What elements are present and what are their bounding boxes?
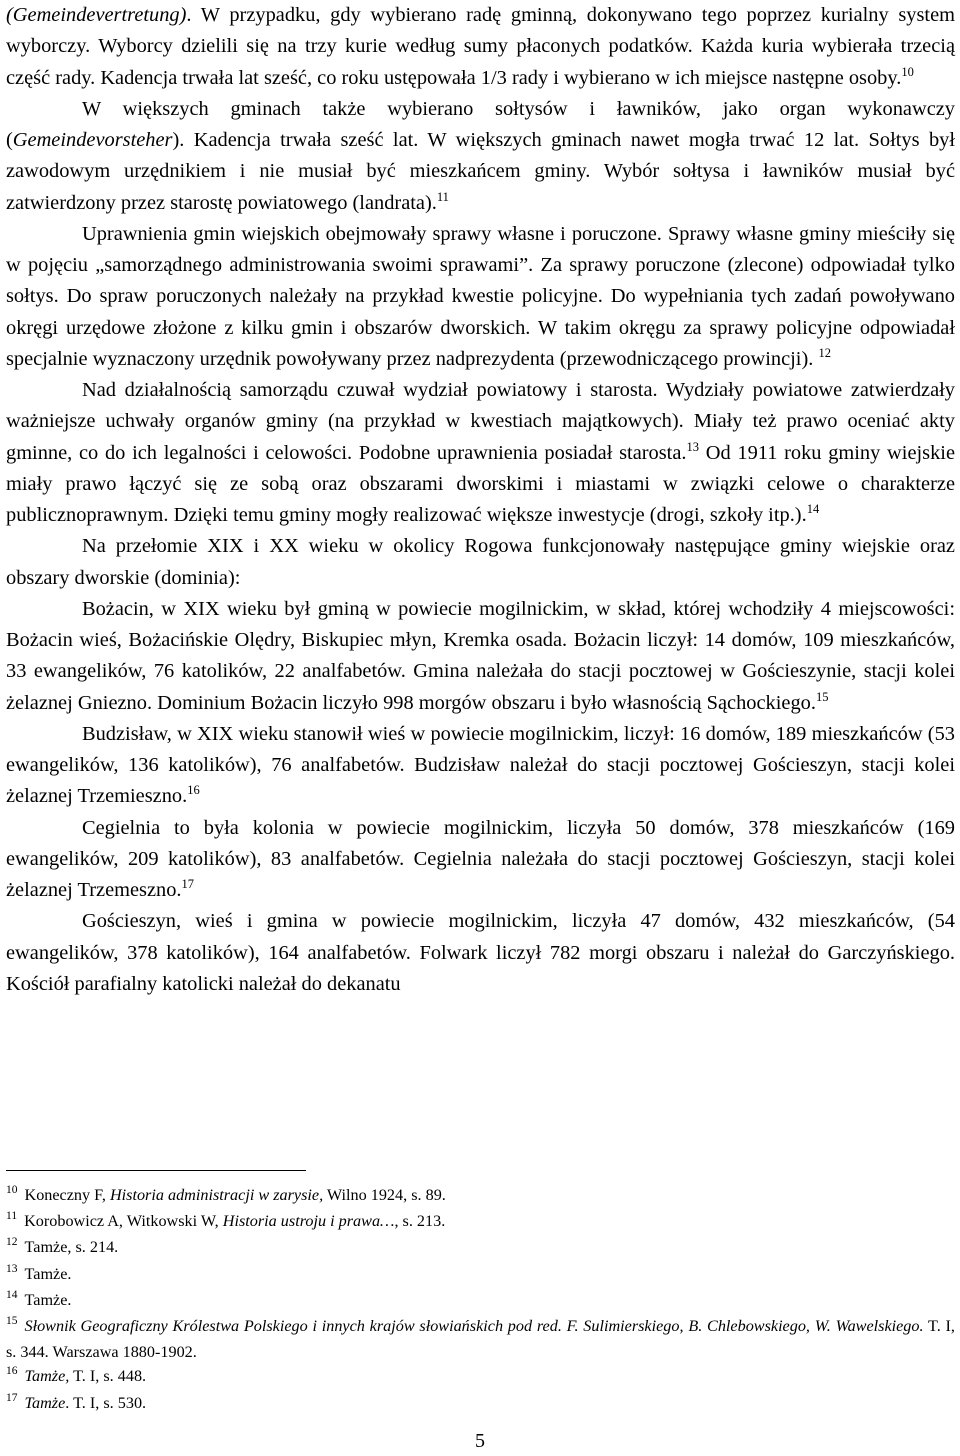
footnote [6,1235,955,1261]
italic-text: Historia ustroju i prawa… [222,1212,395,1231]
footnote-ref: 15 [815,689,829,704]
footnote [6,1314,955,1364]
text-run: W większych gminach także wybierano sołtysów i ławników, jako organ wykonawczy ( [6,97,955,151]
footnote-number: 13 [6,1262,18,1275]
paragraph [6,219,955,375]
footnote-number: 15 [6,1315,18,1328]
paragraph [6,813,955,907]
footnotes [6,1183,955,1417]
footnote [6,1391,955,1417]
footnote-number: 10 [6,1184,18,1196]
text-run: Gościeszyn, wieś i gmina w powiecie mogilnickim, liczyła 47 domów, 432 mieszkańców, (54 ewangelików, 378 katolików), 164 analfabetów. Folwark liczył 782 morgi obszaru i należał do Garczyńskiego. Kościół parafialny katolicki należał do dekanatu [6,910,955,995]
text-run: , s. 213. [394,1212,446,1231]
footnote [6,1262,955,1288]
text-run: Budzisław, w XIX wieku stanowił wieś w powiecie mogilnickim, liczył: 16 domów, 189 mieszkańców (53 ewangelików, 136 katolików), 76 analfabetów. Budzisław należał do stacji pocztowej Gościeszyn, stacji kolei żelaznej Trzemieszno. [6,722,955,808]
footnote-number: 16 [6,1365,18,1378]
text-run: Tamże. [24,1290,72,1309]
italic-text: Tamże, [24,1367,70,1386]
text-run: T. I, s. 344. Warszawa 1880-1902. [6,1317,955,1362]
text-run: Wilno 1924, s. 89. [323,1186,446,1204]
footnote-ref: 17 [181,877,195,891]
footnote [6,1209,955,1235]
paragraph [6,906,955,1000]
text-run: T. I, s. 448. [69,1367,147,1386]
paragraph [6,0,955,94]
text-run: Od 1911 roku gminy wiejskie miały prawo łączyć się ze sobą oraz obszarami dworskimi i miastami w związki celowe o charakterze publicznoprawnym. Dzięki temu gminy mogły realizować większe inwestycje (drogi, szkoły itp.). [6,441,956,526]
italic-text: Gemeindevorsteher [12,129,173,151]
text-run: Cegielnia to była kolonia w powiecie mogilnickim, liczyła 50 domów, 378 mieszkańców (169 ewangelików, 209 katolików), 83 analfabetów. Cegielnia należała do stacji pocztowej Gościeszyn, stacji kolei żelaznej Trzemeszno. [6,816,955,901]
paragraph [6,594,955,719]
paragraph [6,375,955,531]
text-run: . W przypadku, gdy wybierano radę gminną, dokonywano tego poprzez kurialny system wyborczy. Wyborcy dzielili się na trzy kurie według sumy płaconych podatków. Każda kuria wybierała trzecią część rady. Kadencja trwała lat sześć, co roku ustępowała 1/3 rady i wybierano w ich miejsce następne osoby. [6,4,955,89]
footnote-ref: 11 [436,189,449,204]
page-number: 5 [475,1430,485,1452]
footnote-separator [6,1170,306,1171]
paragraph [6,719,955,813]
italic-text: (Gemeindevertretung) [6,4,187,26]
footnote-ref: 12 [818,345,831,360]
footnote-number: 17 [6,1391,18,1404]
text-run: Tamże, s. 214. [24,1238,119,1257]
footnote-number: 12 [6,1236,18,1249]
paragraph [6,94,955,219]
footnote-number: 14 [6,1288,18,1301]
footnote [6,1183,955,1209]
text-run: ). Kadencja trwała sześć lat. W większych gminach nawet mogła trwać 12 lat. Sołtys był zawodowym urzędnikiem i nie musiał być mieszkańcem gminy. Wybór sołtysa i ławników musiał być zatwierdzony przez starostę powiatowego (landrata). [6,129,955,214]
italic-text: Historia administracji w zarysie, [109,1186,324,1204]
footnote-ref: 10 [901,64,914,79]
text-run: Bożacin, w XIX wieku był gminą w powiecie mogilnickim, w skład, której wchodziły 4 miejscowości: Bożacin wieś, Bożacińskie Olędry, Biskupiec młyn, Kremka osada. Bożacin liczył: 14 domów, 109 mieszkańców, 33 ewangelików, 76 katolików, 22 analfabetów. Gmina należała do stacji pocztowej w Gościeszynie, stacji kolei żelaznej Gniezno. Dominium Bożacin liczyło 998 morgów obszaru i było własnością Sąchockiego. [6,597,955,714]
footnote-ref: 16 [187,783,200,798]
main-text [6,0,955,1000]
footnote [6,1364,955,1390]
footnote [6,1288,955,1314]
text-run: Uprawnienia gmin wiejskich obejmowały sprawy własne i poruczone. Sprawy własne gminy mieściły się w pojęciu „samorządnego administrowania swoimi sprawami”. Za sprawy poruczone (zlecone) odpowiadał tylko sołtys. Do spraw poruczonych należały na przykład kwestie policyjne. Do wypełniania tych zadań powoływano okręgi urzędowe złożone z kilku gmin i obszarów dworskich. W takim okręgu za sprawy policyjne odpowiadał specjalnie wyznaczony urzędnik powoływany przez nadprezydenta (przewodniczącego prowincji). [6,222,955,370]
text-run: . T. I, s. 530. [65,1393,147,1412]
text-run: Na przełomie XIX i XX wieku w okolicy Rogowa funkcjonowały następujące gminy wiejskie oraz obszary dworskie (dominia): [6,535,955,589]
text-run: Nad działalnością samorządu czuwał wydział powiatowy i starosta. Wydziały powiatowe zatwierdzały ważniejsze uchwały organów gminy (na przykład w kwestiach majątkowych). Miały też prawo oceniać akty gminne, co do ich legalności i celowości. Podobne uprawnienia posiadał starosta. [6,379,955,464]
italic-text: Słownik Geograficzny Królestwa Polskiego i innych krajów słowiańskich pod red. F. Sulimierskiego, B. Chlebowskiego, W. Wawelskiego. [24,1317,924,1336]
footnote-ref: 13 [686,439,699,454]
text-run: Koneczny F, [24,1186,110,1204]
italic-text: Tamże [24,1393,66,1412]
text-run: Korobowicz A, Witkowski W, [24,1212,223,1231]
footnote-number: 11 [6,1210,18,1223]
text-run: Tamże. [24,1264,72,1283]
page-content [6,0,955,1000]
paragraph [6,531,955,594]
footnote-ref: 14 [806,502,820,516]
